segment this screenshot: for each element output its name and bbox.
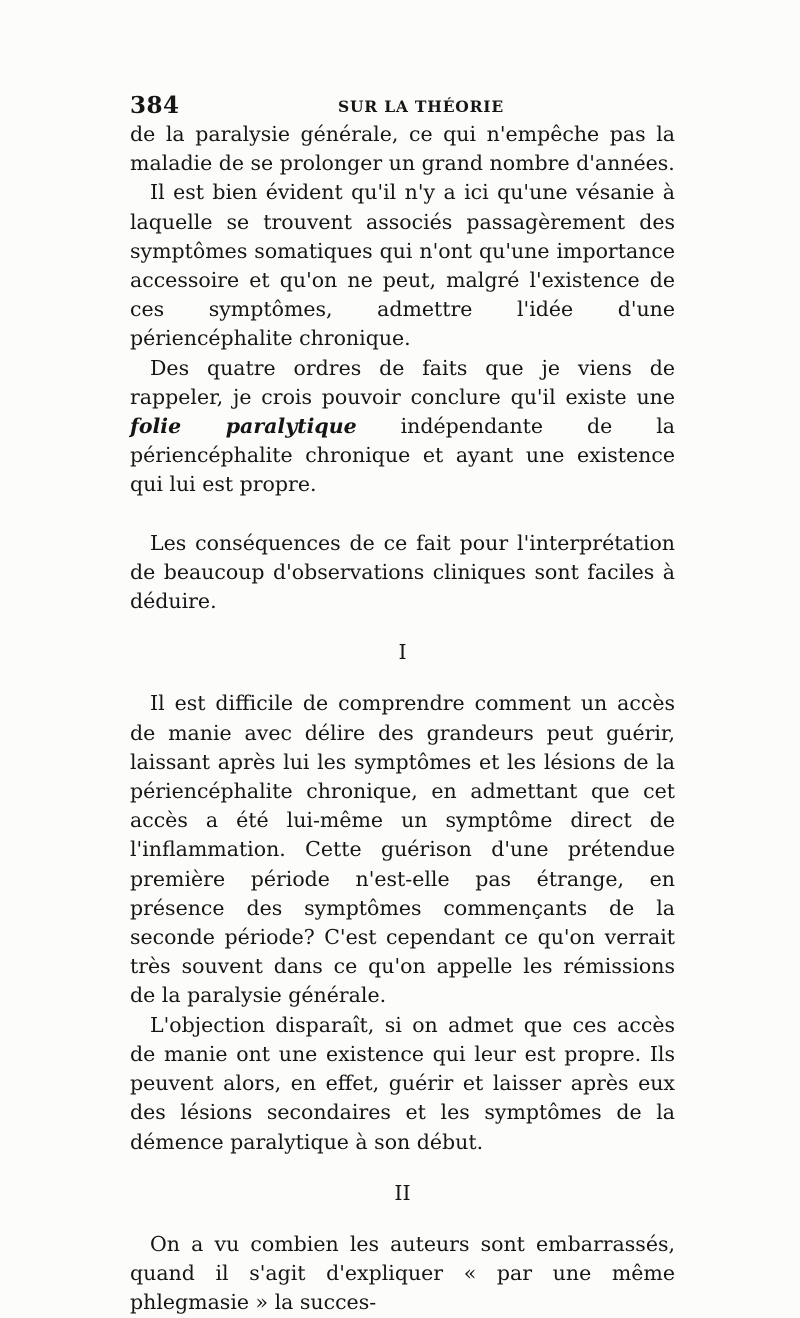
paragraph-conclusion-start: Des quatre ordres de faits que je viens de rappeler, je crois pouvoir conclure qu'il existe une <box>130 355 675 409</box>
paragraph-section-2: On a vu combien les auteurs sont embarrassés, quand il s'agit d'expliquer « par une même phlegmasie » la succes- <box>130 1231 675 1315</box>
body-text <box>130 120 675 1318</box>
paragraph-section-1: Il est difficile de comprendre comment un accès de manie avec délire des grandeurs peut guérir, laissant après lui les symptômes et les lésions de la périencéphalite chronique, en admettant que cet accès a été lui-même un symptôme direct de l'inflammation. Cette guérison d'une prétendue première période n'est-elle pas étrange, en présence des symptômes commençants de la seconde période? C'est cependant ce qu'on verrait très souvent dans ce qu'on appelle les rémissions de la paralysie générale. <box>130 691 675 1008</box>
paragraph-conclusion <box>130 354 675 500</box>
paragraph-consequences: Les conséquences de ce fait pour l'interprétation de beaucoup d'observations cliniques sont faciles à déduire. <box>130 530 675 614</box>
paragraph-vesanie: Il est bien évident qu'il n'y a ici qu'une vésanie à laquelle se trouvent associés passagèrement des symptômes somatiques qui n'ont qu'une importance accessoire et qu'on ne peut, malgré l'existence de ces symptômes, admettre l'idée d'une périencéphalite chronique. <box>130 180 675 351</box>
page-header <box>130 92 675 122</box>
paragraph-objection: L'objection disparaît, si on admet que ces accès de manie ont une existence qui leur est propre. Ils peuvent alors, en effet, guérir et laisser après eux des lésions secondaires et les symptômes de la démence paralytique à son début. <box>130 1012 675 1154</box>
paragraph-continued: de la paralysie générale, ce qui n'empêche pas la maladie de se prolonger un grand nombre d'années. <box>130 122 675 176</box>
section-number-1: I <box>398 640 407 665</box>
section-number-2: II <box>394 1180 411 1205</box>
paragraph-conclusion-end: indépendante de la périencéphalite chronique et ayant une existence qui lui est propre. <box>130 414 675 497</box>
running-title: SUR LA THÉORIE <box>338 97 504 116</box>
page-number: 384 <box>130 92 180 119</box>
emphasis-folie-paralytique: folie paralytique <box>130 414 357 439</box>
